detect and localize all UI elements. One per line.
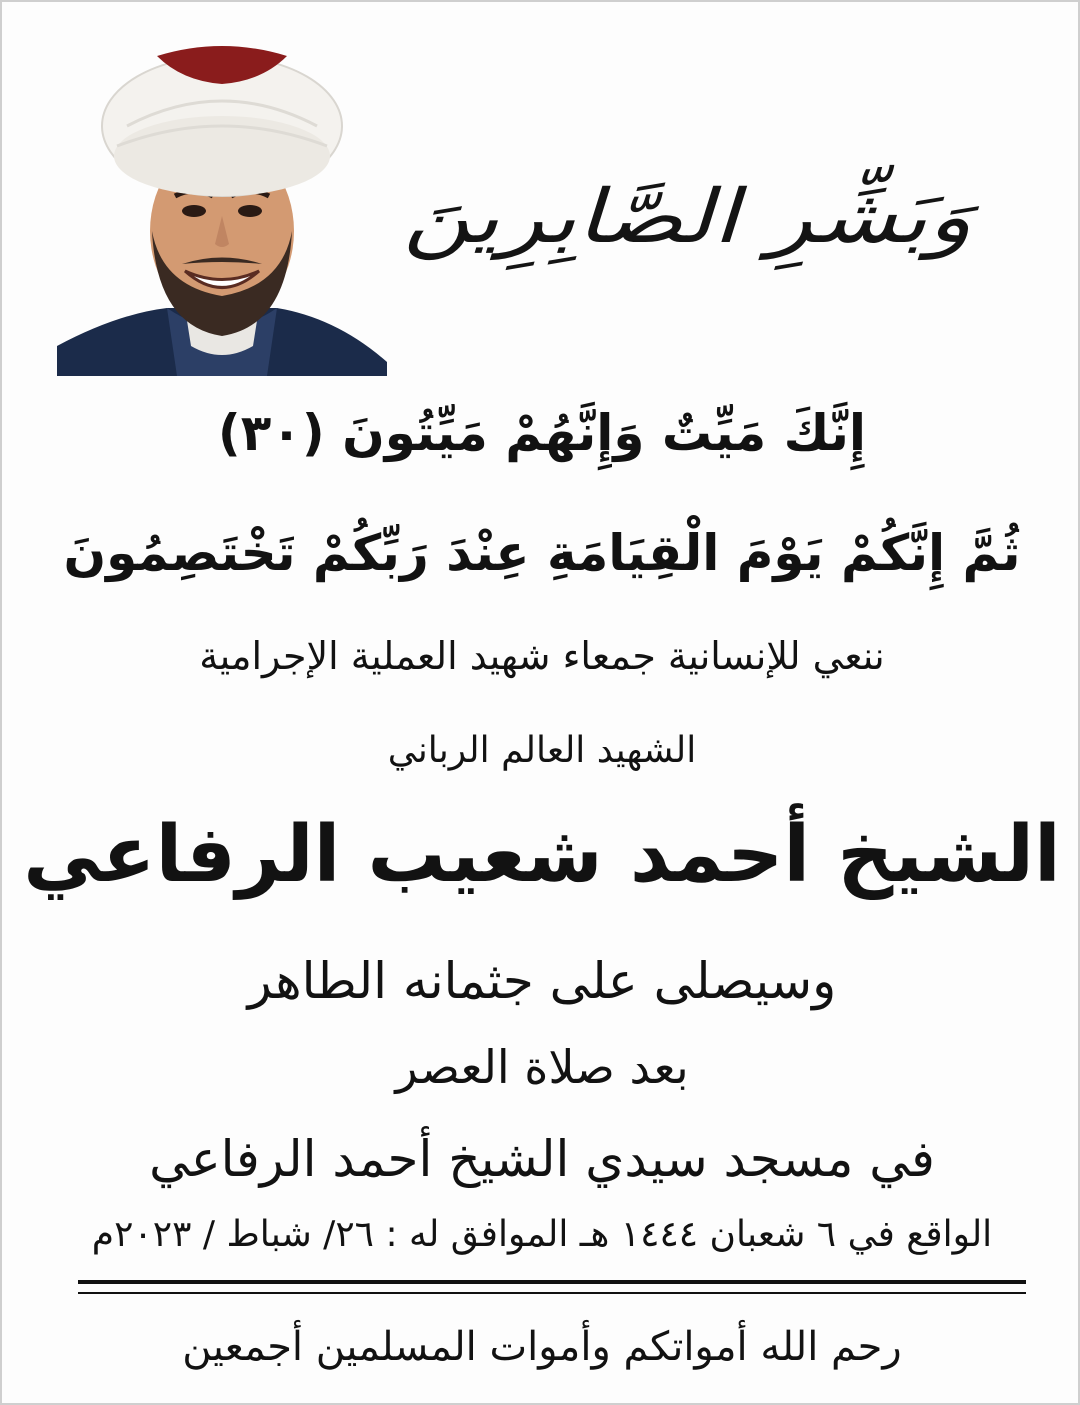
deceased-title: الشهيد العالم الرباني [387, 730, 697, 771]
funeral-prayer-text: وسيصلى على جثمانه الطاهر [247, 952, 837, 1010]
prayer-time-text: بعد صلاة العصر [395, 1040, 689, 1094]
calligraphy-text: وَبَشِّرِ الصَّابِرِينَ [402, 174, 972, 260]
sheikh-portrait [57, 46, 387, 376]
announcement-text: ننعي للإنسانية جمعاء شهيد العملية الإجرامية [199, 634, 885, 678]
deceased-name: الشيخ أحمد شعيب الرفاعي [23, 810, 1061, 900]
quran-verse-line-2: ثُمَّ إِنَّكُمْ يَوْمَ الْقِيَامَةِ عِنْدَ رَبِّكُمْ تَخْتَصِمُونَ [63, 524, 1021, 582]
date-text: الواقع في ٦ شعبان ١٤٤٤ هـ الموافق له : ٢٦/ شباط / ٢٠٢٣م [91, 1214, 993, 1255]
closing-prayer: رحم الله أمواتكم وأموات المسلمين أجمعين [182, 1324, 902, 1370]
quran-verse-line-1: إِنَّكَ مَيِّتٌ وَإِنَّهُمْ مَيِّتُونَ (٣٠) [217, 404, 867, 462]
header-calligraphy [402, 132, 972, 302]
divider-thin [78, 1292, 1026, 1294]
divider-thick [78, 1280, 1026, 1284]
mosque-location-text: في مسجد سيدي الشيخ أحمد الرفاعي [149, 1130, 935, 1188]
